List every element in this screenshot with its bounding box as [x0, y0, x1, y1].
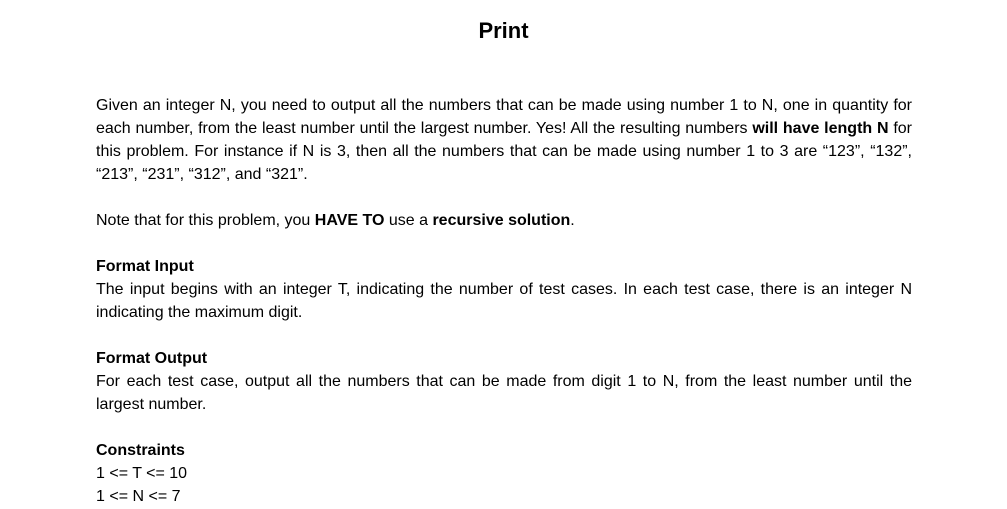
constraint-n: 1 <= N <= 7 — [96, 488, 181, 505]
format-output-text: For each test case, output all the numbers that can be made from digit 1 to N, from the least number until the largest number. — [96, 373, 912, 413]
note-text-2: use a — [384, 212, 433, 229]
note-bold-2: recursive solution — [432, 212, 571, 229]
format-input-heading-text: Format Input — [96, 258, 194, 275]
page-title: Print — [478, 18, 529, 43]
description-text-2: for this problem. For instance if N is 3, then all the numbers that can be made using number 1 to 3 are “123”, “132”, “213”, “231”, “312”, and “321”. — [96, 120, 913, 183]
description-text-1: Given an integer N, you need to output all the numbers that can be made using number 1 to N, one in quantity for each number, from the least number until the largest number. Yes! All the resulting numbers — [96, 97, 912, 137]
note-text-3: . — [570, 212, 575, 229]
problem-description — [96, 94, 912, 186]
format-input-text: The input begins with an integer T, indicating the number of test cases. In each test case, there is an integer N indicating the maximum digit. — [96, 281, 912, 321]
format-output-heading-text: Format Output — [96, 350, 208, 367]
format-input-heading — [96, 255, 912, 278]
description-bold: will have length N — [752, 120, 889, 137]
note-text-1: Note that for this problem, you — [96, 212, 315, 229]
format-output-heading — [96, 347, 912, 370]
constraints-heading — [96, 439, 912, 462]
constraints-heading-text: Constraints — [96, 442, 185, 459]
note-bold-1: HAVE TO — [314, 212, 385, 229]
problem-note — [96, 209, 912, 232]
problem-content — [96, 94, 912, 508]
constraint-t: 1 <= T <= 10 — [96, 465, 188, 482]
